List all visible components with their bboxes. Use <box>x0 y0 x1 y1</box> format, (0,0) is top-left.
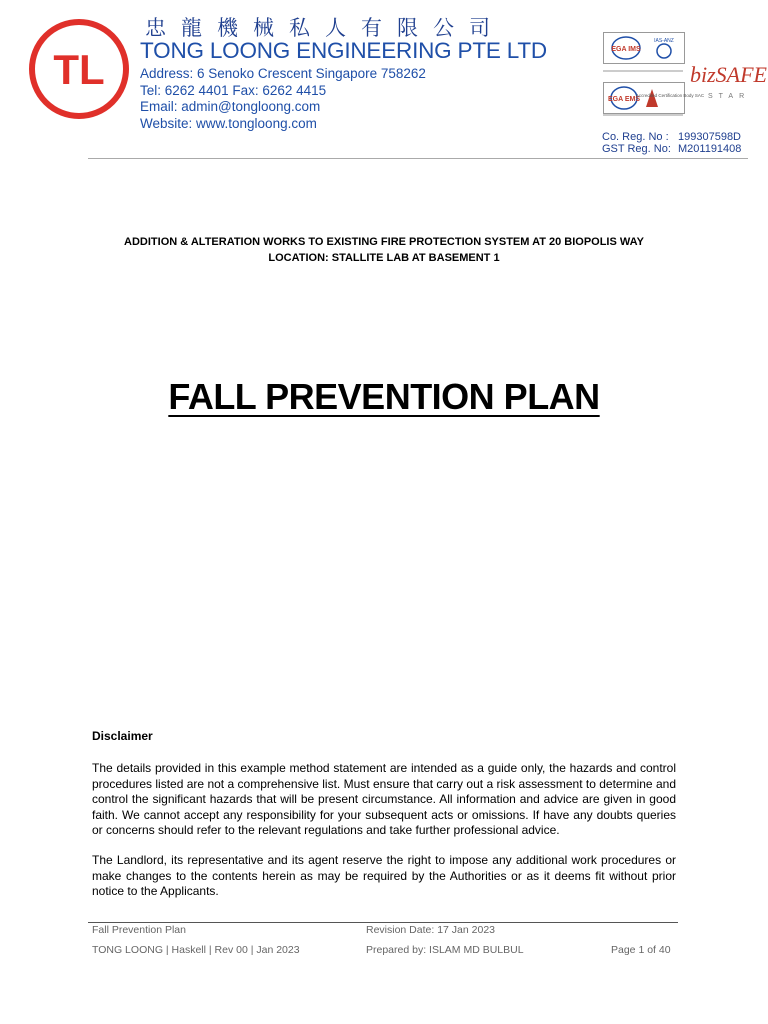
disclaimer-paragraph: The Landlord, its representative and its agent reserve the right to impose any additional work procedures or make changes to the contents herein as may be required by the Authorities or as it deems fit without prior notice to the Applicants. <box>92 853 676 898</box>
svg-text:bizSAFE: bizSAFE <box>690 62 767 87</box>
cert-logo-ems <box>603 82 705 114</box>
company-email: Email: admin@tongloong.com <box>140 99 321 114</box>
project-title: ADDITION & ALTERATION WORKS TO EXISTING FIRE PROTECTION SYSTEM AT 20 BIOPOLIS WAY <box>124 236 644 248</box>
footer-revision-date: Revision Date: 17 Jan 2023 <box>366 924 495 936</box>
company-name: TONG LOONG ENGINEERING PTE LTD <box>140 38 547 63</box>
footer-doc-name: Fall Prevention Plan <box>92 924 186 936</box>
disclaimer-paragraph: The details provided in this example method statement are intended as a guide only, the hazards and control procedures listed are not a comprehensive list. Must ensure that carry out a risk assessment to determine and control the significant hazards that will be present circumstance. All information and advice are given in good faith. We cannot accept any responsibility for your subsequent acts or omissions. If have any doubts queries or concerns should refer to the relevant regulations and take further professional advice. <box>92 761 676 837</box>
footer-divider <box>88 922 678 923</box>
company-reg-no: Co. Reg. No : 199307598D <box>602 131 742 143</box>
disclaimer-heading: Disclaimer <box>92 729 153 743</box>
company-tel-fax: Tel: 6262 4401 Fax: 6262 4415 <box>140 83 327 98</box>
cert-caption <box>603 70 683 72</box>
document-title: FALL PREVENTION PLAN <box>168 376 600 417</box>
gst-reg-no: GST Reg. No: M201191408 <box>602 143 742 155</box>
company-logo <box>28 18 130 120</box>
svg-text:STAR: STAR <box>708 93 751 100</box>
footer-prepared-by: Prepared by: ISLAM MD BULBUL <box>366 944 524 956</box>
svg-text:Accredited Certification Body: Accredited Certification Body SAC <box>635 93 705 98</box>
footer-page-number: Page 1 of 40 <box>611 944 671 956</box>
svg-text:EGA EMS: EGA EMS <box>607 96 641 103</box>
bizsafe-logo <box>688 58 767 102</box>
cert-caption <box>603 114 683 116</box>
project-location: LOCATION: STALLITE LAB AT BASEMENT 1 <box>268 252 500 264</box>
svg-text:IAS-ANZ: IAS-ANZ <box>654 38 674 44</box>
svg-text:EGA IMS: EGA IMS <box>611 46 641 53</box>
logo-text: TL <box>53 46 105 93</box>
company-address: Address: 6 Senoko Crescent Singapore 758262 <box>140 66 426 81</box>
footer-doc-ref: TONG LOONG | Haskell | Rev 00 | Jan 2023 <box>92 944 300 956</box>
header-divider <box>88 158 748 159</box>
company-chinese-name: 忠龍機械私人有限公司 <box>145 16 505 40</box>
company-website: Website: www.tongloong.com <box>140 116 317 131</box>
cert-logo-ims <box>603 32 685 64</box>
